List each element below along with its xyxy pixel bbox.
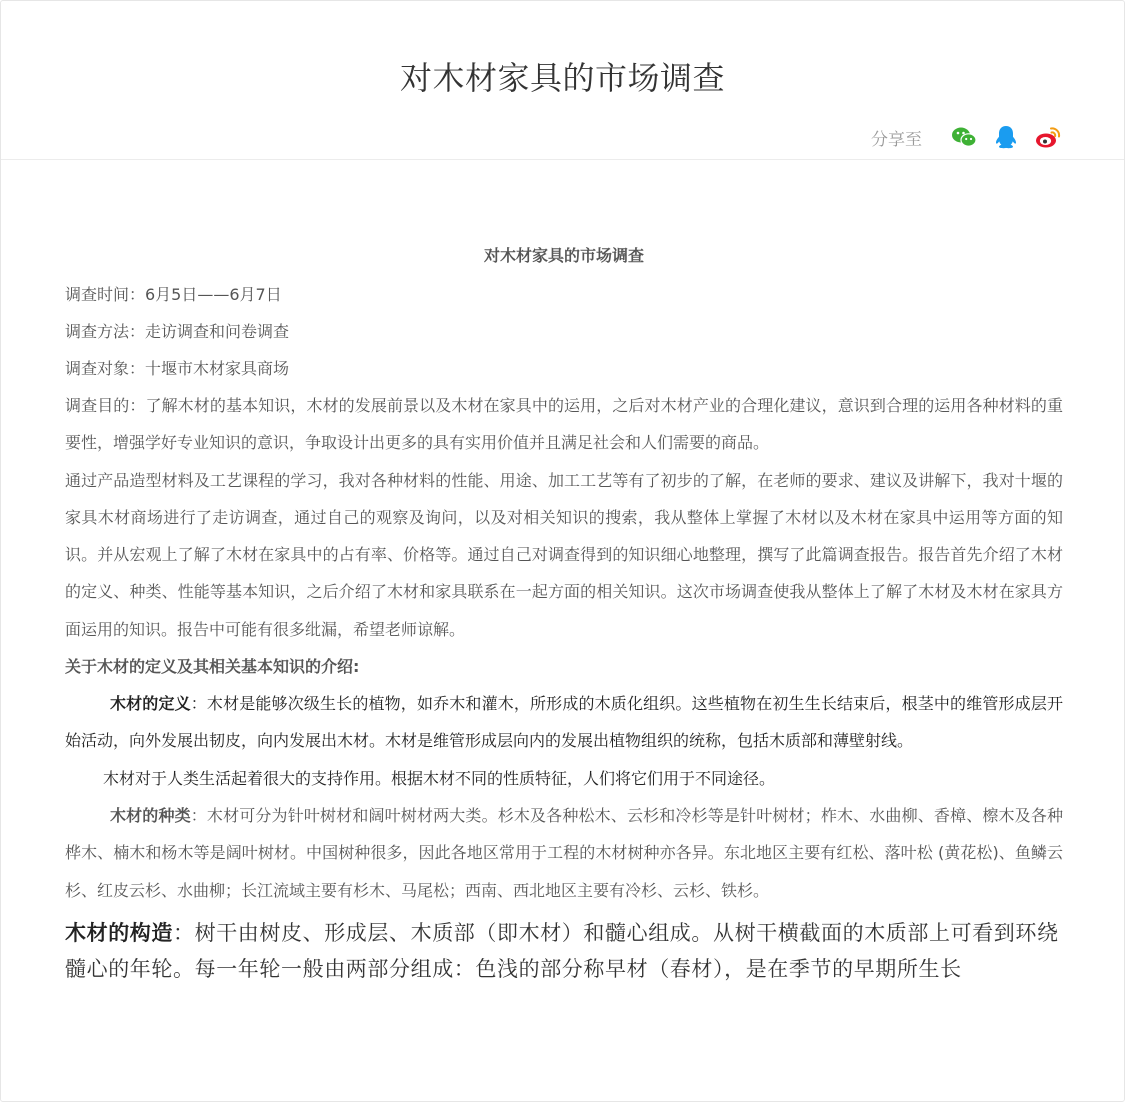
- article-body: [65, 241, 1063, 987]
- survey-method: 调查方法：走访调查和问卷调查: [65, 322, 290, 341]
- qq-icon[interactable]: [992, 123, 1020, 151]
- structure-term: 木材的构造: [65, 920, 173, 945]
- types-term: 木材的种类: [110, 805, 191, 825]
- survey-time: 调查时间：6月5日——6月7日: [65, 285, 282, 304]
- intro-paragraph: 通过产品造型材料及工艺课程的学习，我对各种材料的性能、用途、加工工艺等有了初步的了解，在老师的要求、建议及讲解下，我对十堰的家具木材商场进行了走访调查，通过自己的观察及询问，以及对相关知识的搜索，我从整体上掌握了木材以及木材在家具中运用等方面的知识。并从宏观上了解了木材在家具中的占有率、价格等。通过自己对调查得到的知识细心地整理，撰写了此篇调查报告。报告首先介绍了木材的定义、种类、性能等基本知识，之后介绍了木材和家具联系在一起方面的相关知识。这次市场调查使我从整体上了解了木材及木材在家具方面运用的知识。报告中可能有很多纰漏，希望老师谅解。: [65, 470, 1063, 639]
- share-bar: [871, 121, 1062, 153]
- structure-text: ：树干由树皮、形成层、木质部（即木材）和髓心组成。从树干横截面的木质部上可看到环绕髓心的年轮。每一年轮一般由两部分组成：色浅的部分称早材（春材），是在季节的早期所生长: [65, 920, 1059, 981]
- support-paragraph: 木材对于人类生活起着很大的支持作用。根据木材不同的性质特征，人们将它们用于不同途径。: [103, 768, 776, 788]
- page-title: 对木材家具的市场调查: [399, 59, 725, 97]
- survey-purpose: 调查目的：了解木材的基本知识，木材的发展前景以及木材在家具中的运用，之后对木材产业的合理化建议，意识到合理的运用各种材料的重要性，增强学好专业知识的意识，争取设计出更多的具有实用价值并且满足社会和人们需要的商品。: [65, 396, 1063, 453]
- weibo-icon[interactable]: [1034, 123, 1062, 151]
- definition-text: ：木材是能够次级生长的植物，如乔木和灌木，所形成的木质化组织。这些植物在初生生长结束后，根茎中的维管形成层开始活动，向外发展出韧皮，向内发展出木材。木材是维管形成层向内的发展出植物组织的统称，包括木质部和薄壁射线。: [65, 694, 1063, 751]
- survey-object: 调查对象：十堰市木材家具商场: [65, 359, 290, 378]
- types-paragraph: [65, 797, 1063, 909]
- types-text: ：木材可分为针叶树材和阔叶树材两大类。杉木及各种松木、云杉和冷杉等是针叶树材；柞木、水曲柳、香樟、檫木及各种桦木、楠木和杨木等是阔叶树材。中国树种很多，因此各地区常用于工程的木材树种亦各异。东北地区主要有红松、落叶松 (黄花松)、鱼鳞云杉、红皮云杉、水曲柳；长江流域主要有杉木、马尾松；西南、西北地区主要有冷杉、云杉、铁杉。: [65, 805, 1063, 900]
- page-header: [1, 1, 1124, 160]
- wechat-icon[interactable]: [950, 123, 978, 151]
- definition-term: 木材的定义: [110, 694, 191, 714]
- section-heading: 关于木材的定义及其相关基本知识的介绍:: [65, 657, 360, 677]
- structure-paragraph: [65, 915, 1063, 987]
- article-title: 对木材家具的市场调查: [483, 246, 644, 265]
- definition-paragraph: [65, 685, 1063, 760]
- share-label: 分享至: [871, 129, 922, 150]
